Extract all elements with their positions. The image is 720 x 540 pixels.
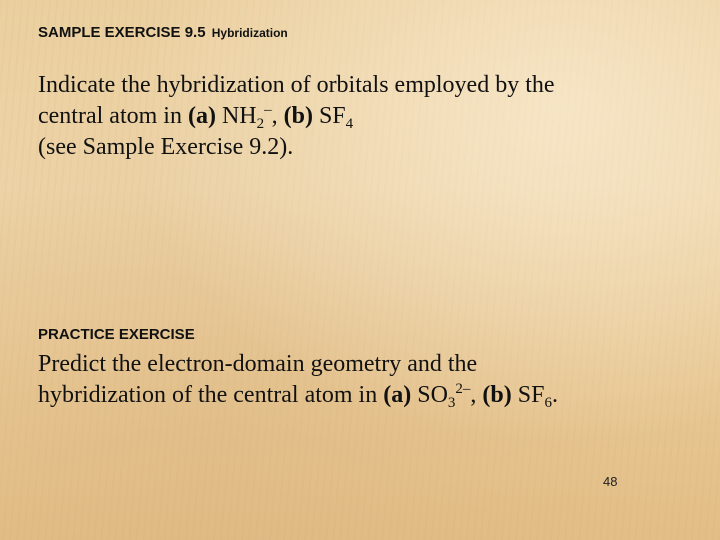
practice-species-b-subscript: 6	[544, 395, 552, 411]
practice-species-a-subscript: 3	[447, 395, 456, 411]
species-b-formula	[312, 103, 354, 132]
sample-question-line-1: Indicate the hybridization of orbitals employed by the	[38, 72, 555, 98]
sample-exercise-topic: Hybridization	[211, 26, 288, 40]
practice-exercise-heading: PRACTICE EXERCISE	[38, 326, 195, 343]
practice-species-b-base: SF	[511, 382, 545, 408]
separator: ,	[271, 103, 284, 129]
practice-separator: ,	[470, 382, 483, 408]
sample-question-text: central atom in	[38, 103, 188, 129]
practice-species-a-base: SO	[411, 382, 448, 408]
species-b-base: SF	[312, 103, 346, 129]
practice-question-line-2	[38, 380, 688, 411]
sample-question-line-3: (see Sample Exercise 9.2).	[38, 134, 294, 160]
practice-question-text: hybridization of the central atom in	[38, 382, 384, 408]
practice-exercise-question	[38, 349, 688, 411]
species-a-base: NH	[215, 103, 257, 129]
practice-species-a-charge: 2–	[455, 381, 471, 397]
sample-exercise-heading	[38, 24, 288, 41]
species-a-formula	[215, 102, 272, 132]
practice-species-b-formula	[511, 382, 552, 411]
sample-exercise-title: SAMPLE EXERCISE 9.5	[38, 24, 206, 41]
species-a-charge: –	[264, 102, 272, 118]
species-a-subscript: 2	[256, 116, 265, 132]
practice-part-a-label: (a)	[383, 382, 412, 408]
sample-question-line-2	[38, 101, 688, 132]
practice-species-a-formula	[411, 381, 471, 411]
practice-end-period: .	[551, 382, 558, 408]
page-number: 48	[603, 474, 618, 489]
practice-part-b-label: (b)	[482, 382, 512, 408]
practice-question-line-1: Predict the electron-domain geometry and the	[38, 351, 478, 377]
part-b-label: (b)	[283, 103, 313, 129]
part-a-label: (a)	[187, 103, 216, 129]
species-b-subscript: 4	[345, 116, 354, 132]
sample-exercise-question	[38, 70, 688, 163]
